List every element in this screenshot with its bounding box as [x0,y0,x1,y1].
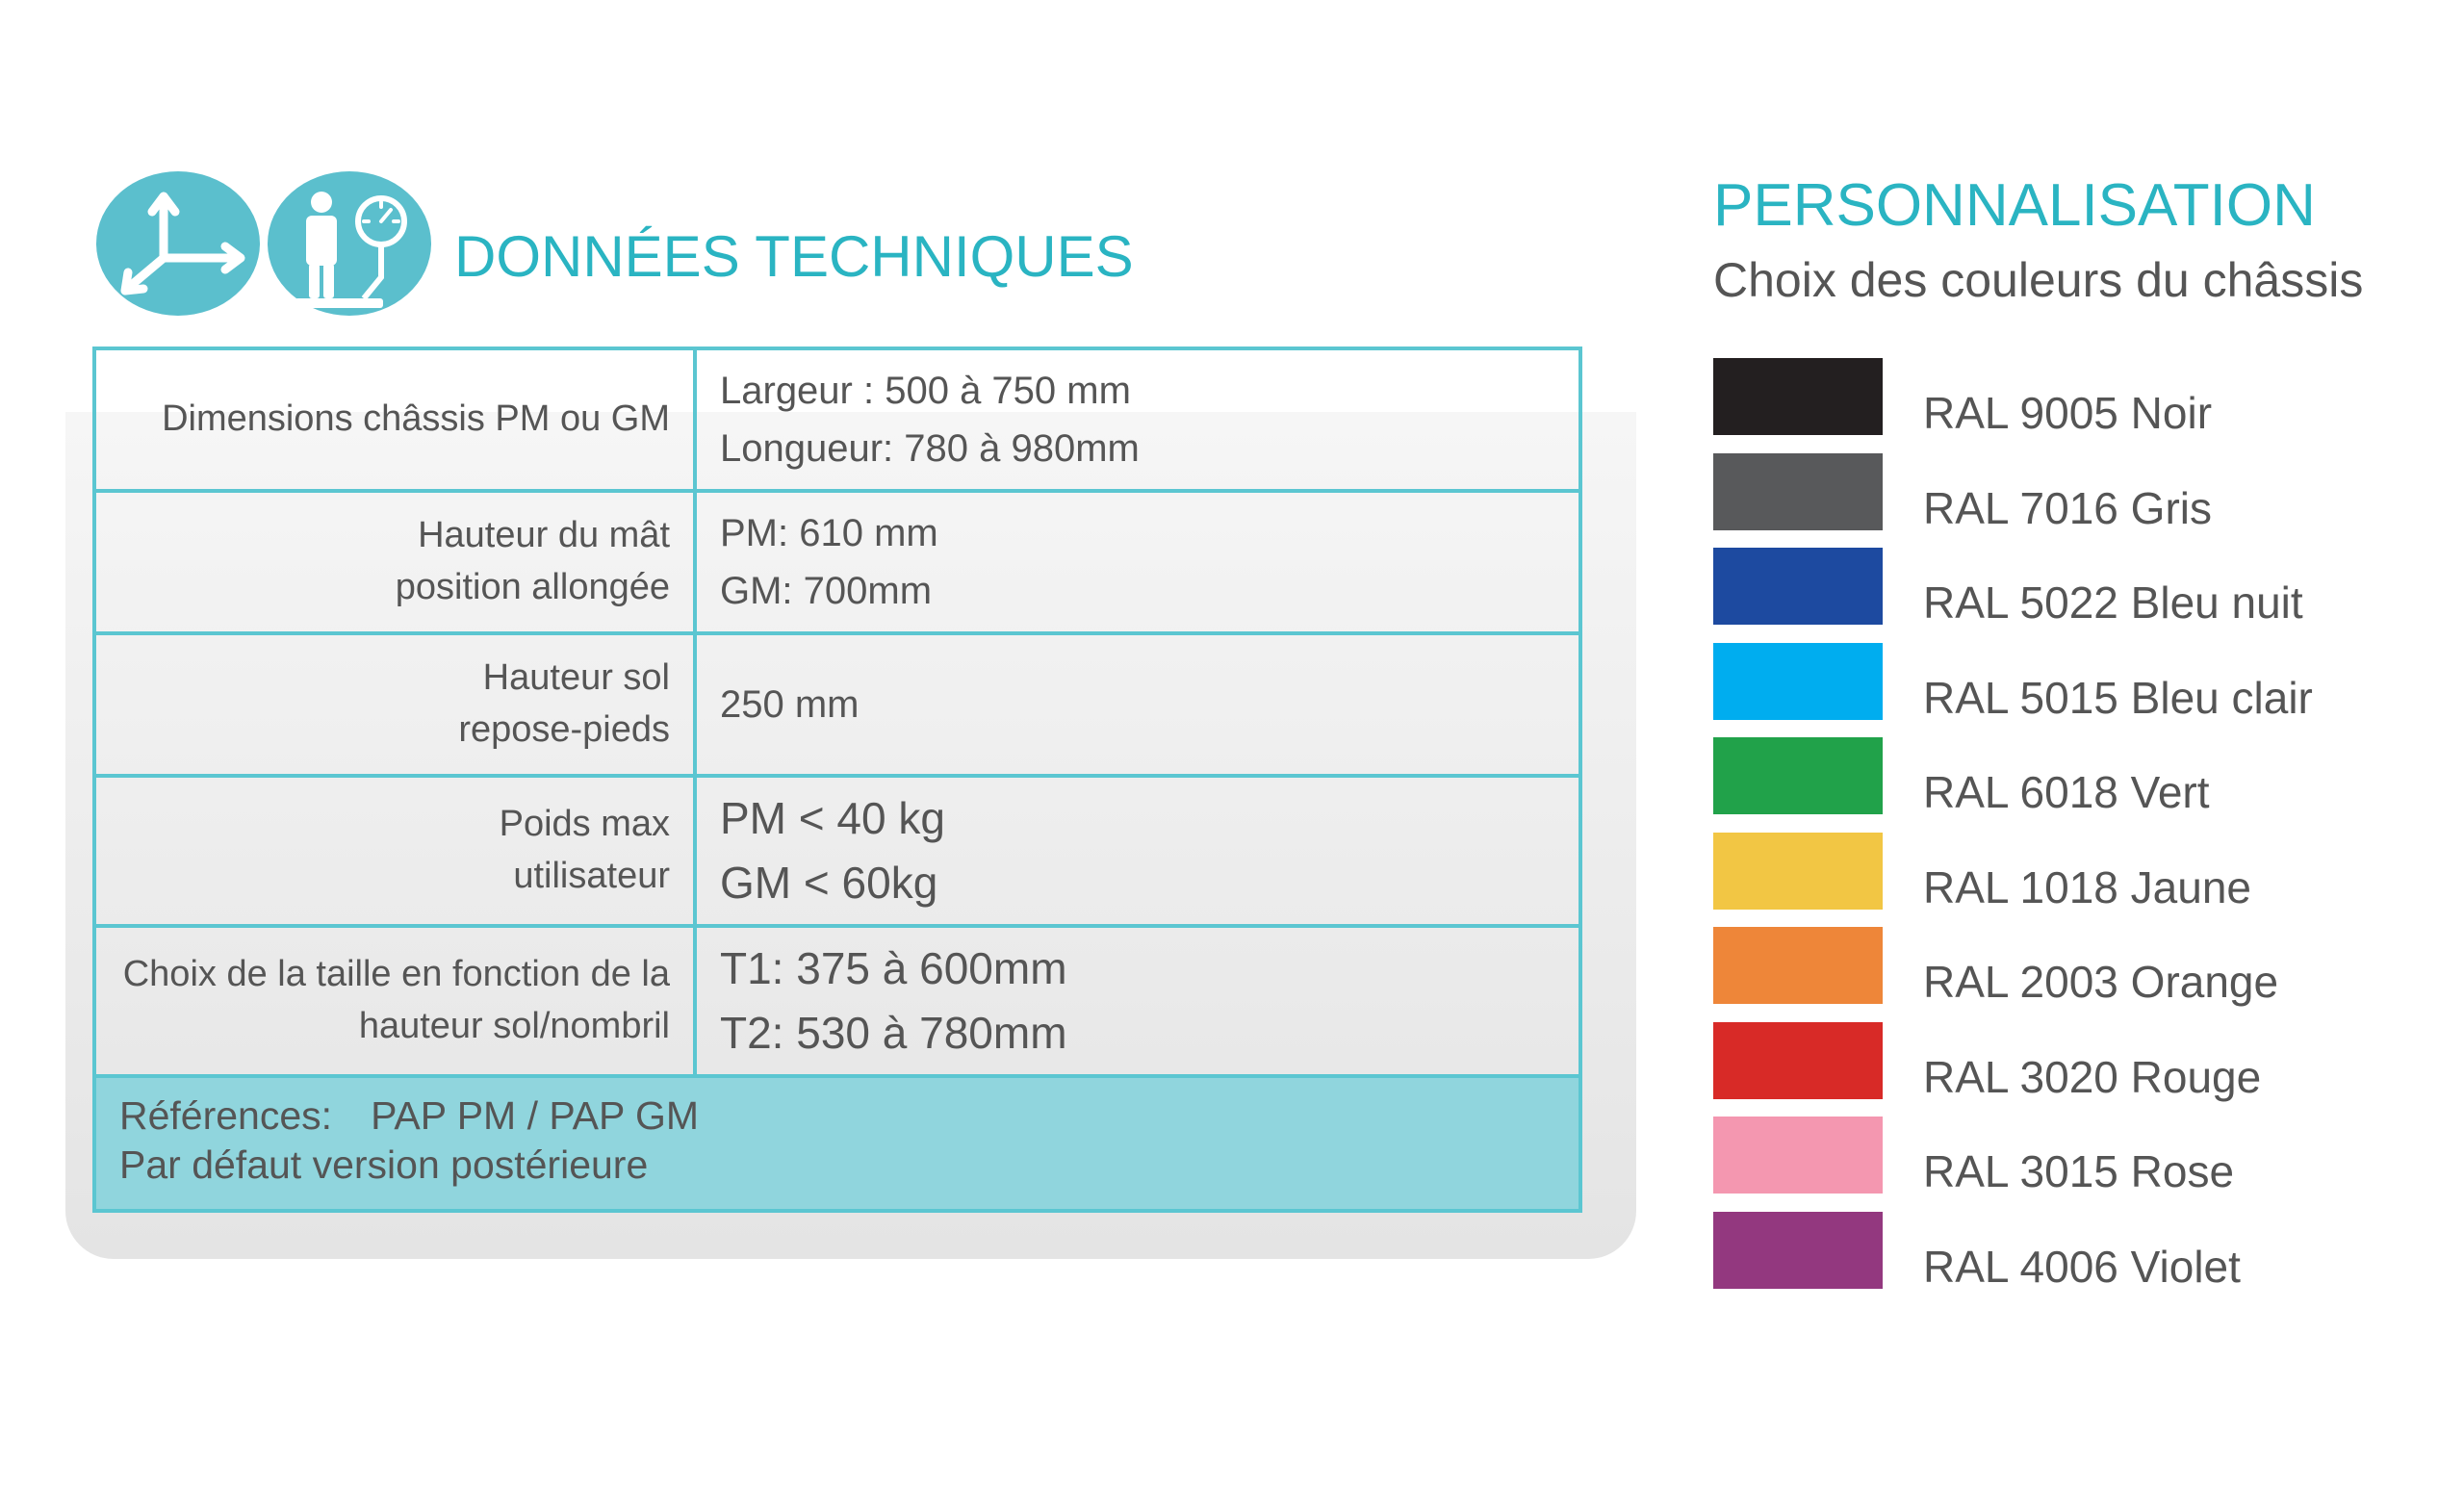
technical-title: DONNÉES TECHNIQUES [454,224,1134,289]
spec-label-line: Poids max [499,804,670,845]
spec-label-line: repose-pieds [458,709,670,750]
color-swatch-label: RAL 1018 Jaune [1923,861,2252,912]
color-swatch [1713,833,1883,910]
axes-dimensions-icon [96,171,260,316]
spec-value-line: T2: 530 à 780mm [720,1008,1067,1058]
spec-value-line: PM < 40 kg [720,793,945,844]
spec-row-size-choice [96,928,1578,1078]
spec-row-max-weight [96,778,1578,928]
spec-label [96,493,697,631]
color-swatch [1713,927,1883,1004]
spec-label-line: Choix de la taille en fonction de la [122,954,670,995]
personalisation-subtitle: Choix des couleurs du châssis [1713,253,2364,307]
color-swatch [1713,1022,1883,1099]
references-footer [96,1078,1578,1209]
spec-label [96,928,697,1074]
color-swatch [1713,1117,1883,1194]
spec-value-line: GM < 60kg [720,858,938,908]
spec-label-line: Hauteur du mât [418,515,670,556]
spec-row-mast-height [96,493,1578,635]
color-swatch-label: RAL 3020 Rouge [1923,1051,2262,1102]
spec-value-line: Longueur: 780 à 980mm [720,427,1140,470]
spec-label-line: hauteur sol/nombril [358,1006,670,1046]
color-swatch [1713,548,1883,625]
personalisation-title: PERSONNALISATION [1713,172,2316,239]
spec-label [96,635,697,774]
person-scale-icon [268,171,431,316]
spec-label-line: Dimensions châssis PM ou GM [162,398,670,440]
color-swatch-label: RAL 6018 Vert [1923,767,2210,817]
spec-value [697,928,1578,1074]
color-swatch-label: RAL 3015 Rose [1923,1146,2235,1196]
color-swatch [1713,453,1883,530]
spec-value-line: 250 mm [720,683,860,726]
spec-row-dimensions [96,350,1578,493]
spec-label-line: position allongée [395,567,670,607]
color-swatch-label: RAL 9005 Noir [1923,388,2213,438]
spec-label-line: utilisateur [513,856,670,896]
spec-value-line: T1: 375 à 600mm [720,943,1067,994]
color-swatch-label: RAL 2003 Orange [1923,957,2279,1007]
spec-row-footrest-height [96,635,1578,778]
spec-value-line: GM: 700mm [720,570,933,612]
references-label: Références: [119,1093,333,1138]
references-note: Par défaut version postérieure [119,1142,649,1188]
color-swatch [1713,643,1883,720]
color-swatch-label: RAL 5022 Bleu nuit [1923,578,2303,628]
color-swatch-label: RAL 4006 Violet [1923,1241,2241,1292]
specifications-table [92,347,1582,1213]
spec-label-line: Hauteur sol [482,657,670,699]
spec-value [697,493,1578,631]
spec-value-line: Largeur : 500 à 750 mm [720,370,1131,412]
spec-label [96,350,697,489]
color-swatch [1713,737,1883,814]
color-swatch-label: RAL 5015 Bleu clair [1923,672,2313,723]
spec-value-line: PM: 610 mm [720,512,938,554]
color-swatch [1713,1212,1883,1289]
spec-value [697,778,1578,924]
references-value: PAP PM / PAP GM [371,1093,700,1138]
color-swatch [1713,358,1883,435]
spec-label [96,778,697,924]
technical-icons [96,171,431,321]
spec-value [697,635,1578,774]
color-swatch-label: RAL 7016 Gris [1923,482,2212,533]
spec-value [697,350,1578,489]
references-line [119,1091,1578,1141]
